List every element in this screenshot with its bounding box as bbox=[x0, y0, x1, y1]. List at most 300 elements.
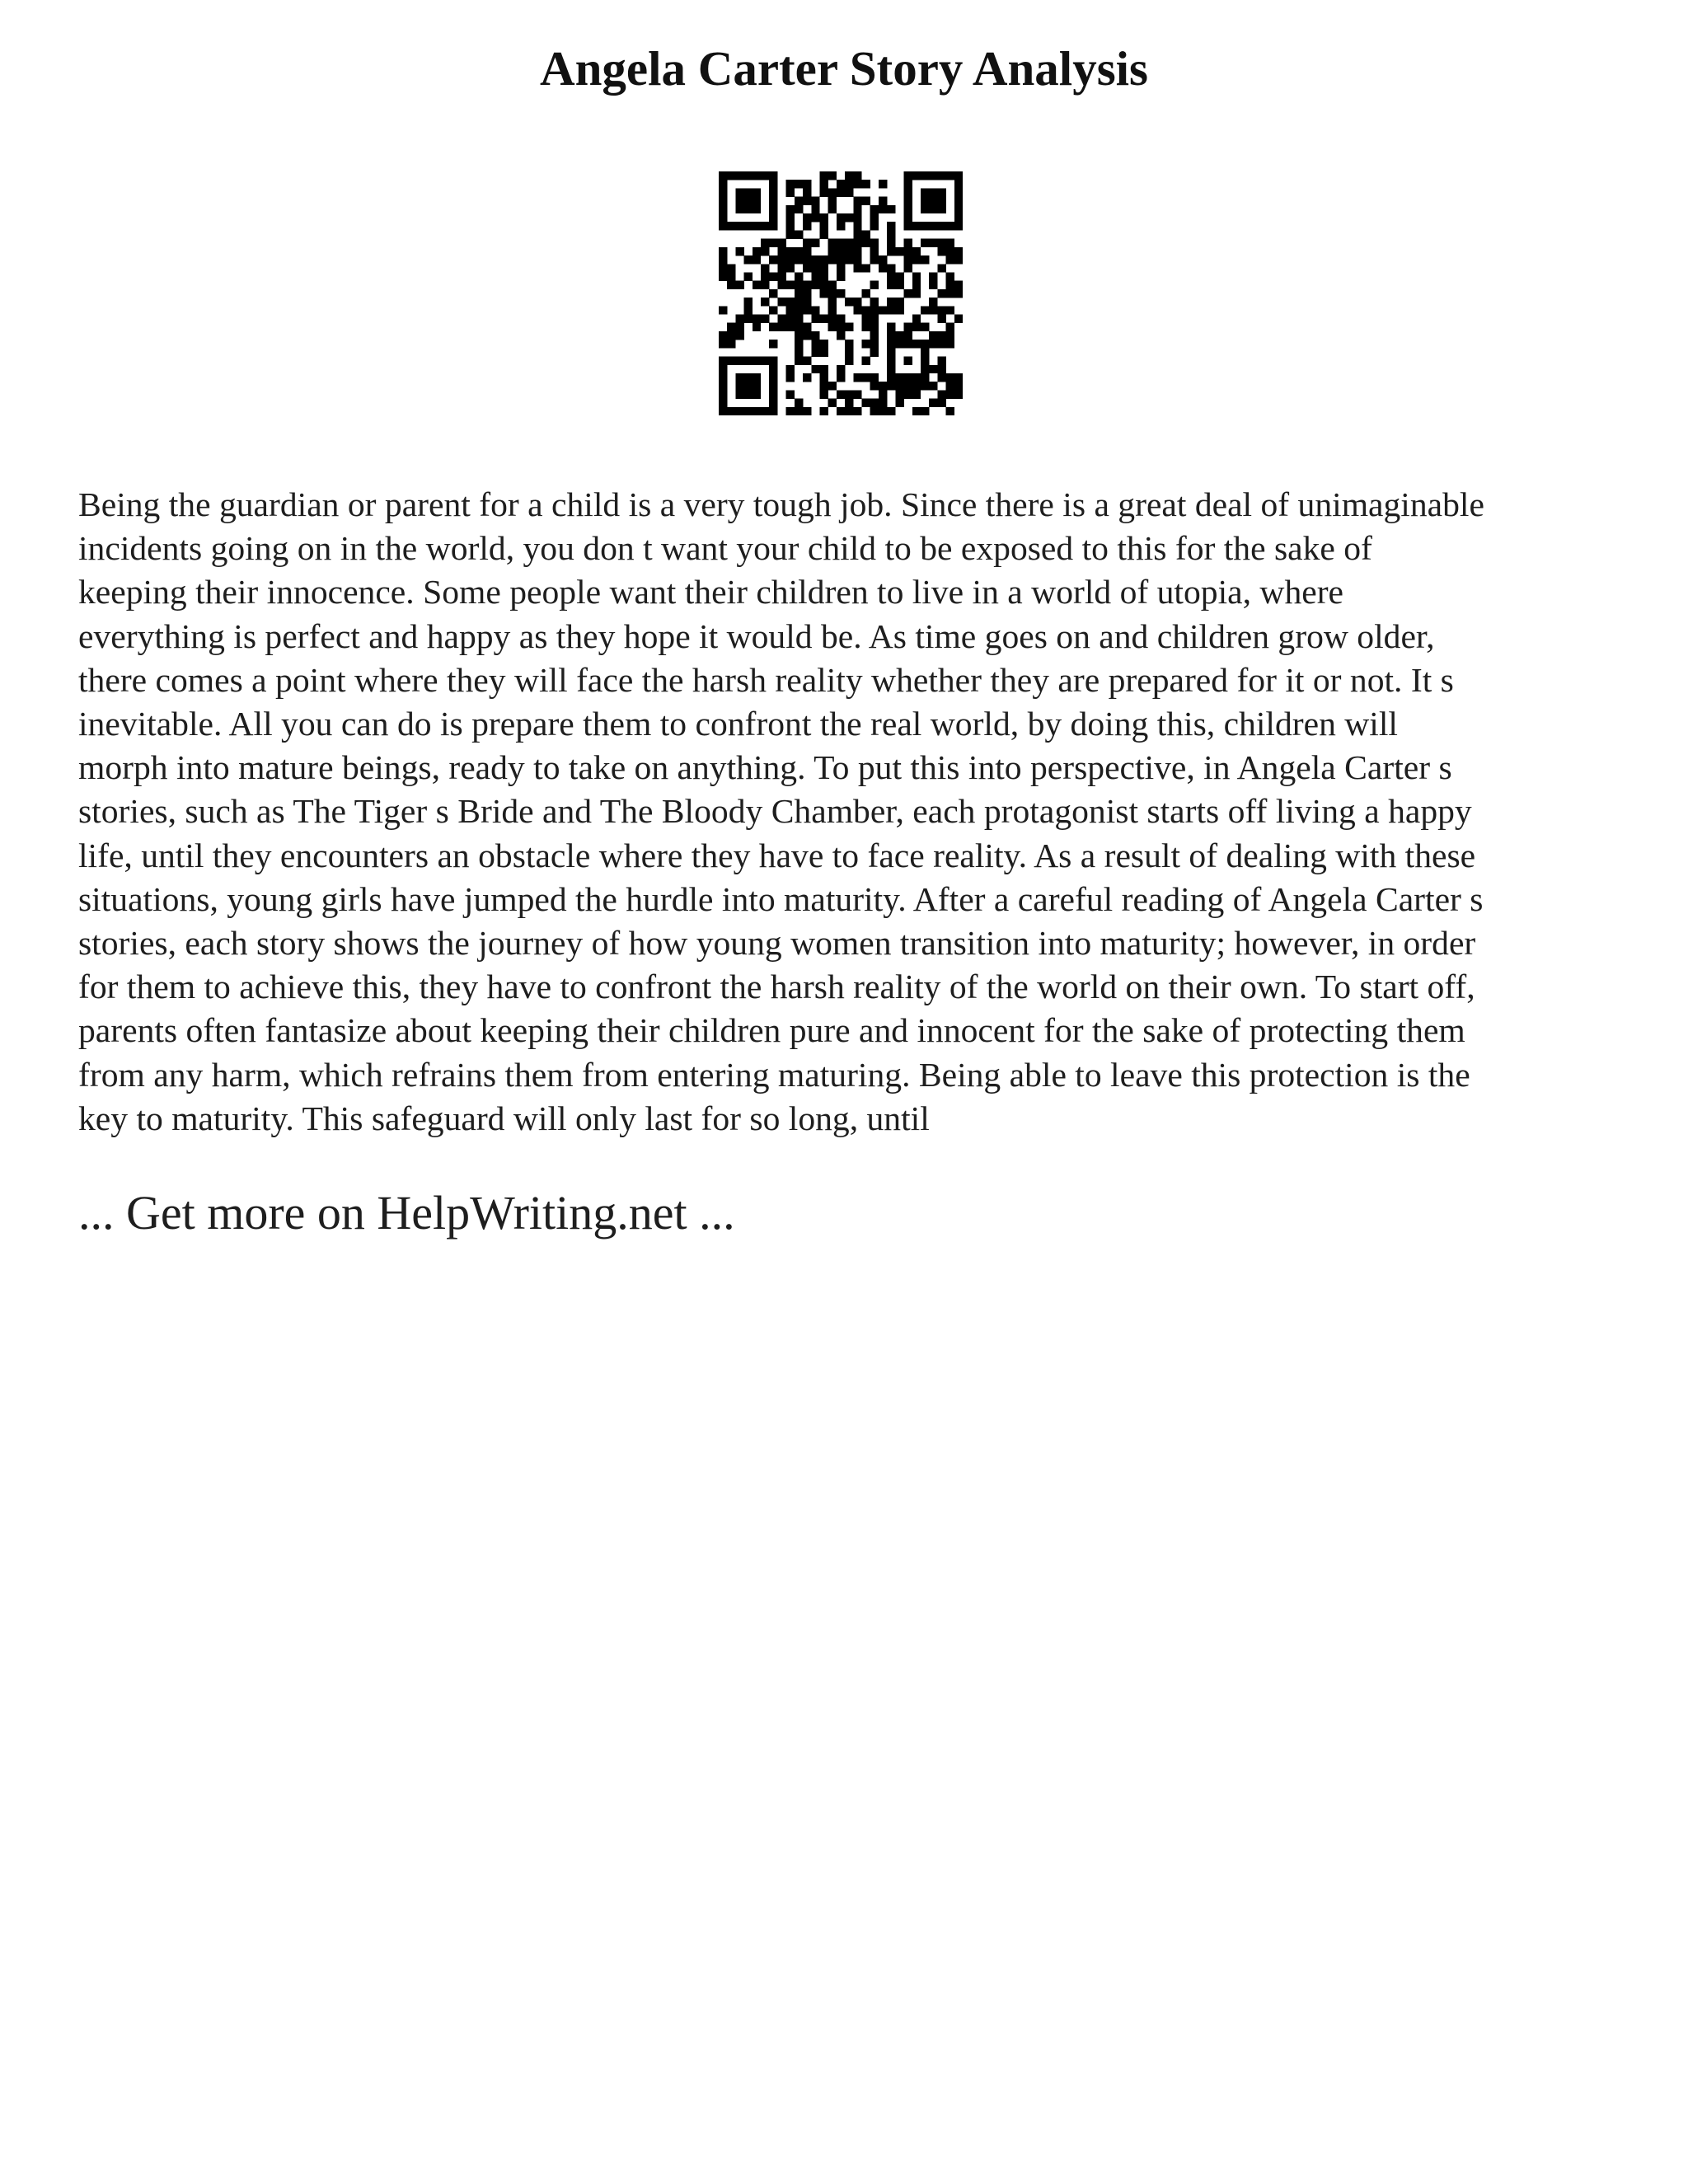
qr-module bbox=[719, 390, 727, 398]
qr-module bbox=[845, 348, 853, 356]
qr-module bbox=[921, 205, 929, 213]
qr-module bbox=[828, 197, 837, 205]
body-line: situations, young girls have jumped the hurdle into maturity. After a careful reading of Angela Carter s bbox=[78, 879, 1484, 918]
qr-module bbox=[845, 239, 853, 247]
qr-module bbox=[819, 315, 828, 323]
qr-module bbox=[786, 222, 795, 230]
qr-module bbox=[753, 323, 761, 331]
qr-module bbox=[811, 197, 819, 205]
qr-module bbox=[803, 239, 811, 247]
body-line: keeping their innocence. Some people want their children to live in a world of utopia, where bbox=[78, 573, 1344, 612]
qr-module bbox=[735, 247, 743, 255]
qr-module bbox=[719, 180, 727, 188]
qr-module bbox=[803, 213, 811, 222]
body-line: Being the guardian or parent for a child is a very tough job. Since there is a great deal of unimaginable bbox=[78, 485, 1484, 523]
qr-module bbox=[895, 272, 903, 280]
qr-module bbox=[904, 197, 912, 205]
qr-module bbox=[735, 197, 743, 205]
qr-module bbox=[828, 315, 837, 323]
qr-module bbox=[761, 222, 769, 230]
qr-module bbox=[862, 306, 870, 314]
qr-module bbox=[929, 365, 937, 373]
qr-module bbox=[777, 247, 785, 255]
qr-module bbox=[929, 205, 937, 213]
qr-module bbox=[828, 171, 837, 180]
qr-module bbox=[811, 331, 819, 340]
qr-module bbox=[912, 272, 921, 280]
qr-module bbox=[727, 281, 735, 289]
qr-module bbox=[837, 365, 845, 373]
qr-module bbox=[777, 239, 785, 247]
qr-module bbox=[803, 298, 811, 306]
qr-module bbox=[937, 197, 945, 205]
qr-module bbox=[946, 390, 954, 398]
qr-module bbox=[777, 264, 785, 272]
qr-module bbox=[727, 323, 735, 331]
qr-module bbox=[753, 247, 761, 255]
qr-module bbox=[744, 407, 753, 415]
qr-module bbox=[921, 239, 929, 247]
qr-module bbox=[870, 306, 879, 314]
qr-module bbox=[769, 407, 777, 415]
qr-module bbox=[946, 323, 954, 331]
qr-module bbox=[853, 373, 861, 382]
qr-module bbox=[954, 205, 963, 213]
qr-module bbox=[946, 306, 954, 314]
qr-module bbox=[837, 188, 845, 196]
qr-module bbox=[828, 281, 837, 289]
qr-module bbox=[819, 289, 828, 298]
qr-module bbox=[803, 373, 811, 382]
qr-module bbox=[769, 306, 777, 314]
qr-module bbox=[853, 213, 861, 222]
qr-module bbox=[879, 407, 887, 415]
qr-module bbox=[845, 171, 853, 180]
qr-module bbox=[921, 382, 929, 390]
qr-module bbox=[904, 171, 912, 180]
qr-module bbox=[937, 247, 945, 255]
qr-module bbox=[946, 272, 954, 280]
qr-module bbox=[761, 357, 769, 365]
qr-module bbox=[753, 390, 761, 398]
qr-module bbox=[803, 306, 811, 314]
body-line: stories, each story shows the journey of how young women transition into maturity; however, in order bbox=[78, 924, 1476, 963]
qr-module bbox=[929, 281, 937, 289]
qr-module bbox=[753, 197, 761, 205]
qr-module bbox=[837, 272, 845, 280]
body-line: key to maturity. This safeguard will only last for so long, until bbox=[78, 1099, 930, 1137]
qr-module bbox=[895, 373, 903, 382]
qr-module bbox=[795, 289, 803, 298]
qr-module bbox=[786, 255, 795, 264]
qr-module bbox=[753, 382, 761, 390]
qr-module bbox=[921, 365, 929, 373]
qr-module bbox=[921, 407, 929, 415]
qr-module bbox=[853, 247, 861, 255]
qr-module bbox=[811, 365, 819, 373]
qr-code-icon bbox=[719, 171, 963, 415]
qr-module bbox=[954, 281, 963, 289]
qr-module bbox=[837, 239, 845, 247]
qr-module bbox=[795, 323, 803, 331]
qr-module bbox=[837, 180, 845, 188]
qr-module bbox=[795, 357, 803, 365]
qr-module bbox=[937, 239, 945, 247]
qr-module bbox=[895, 298, 903, 306]
qr-module bbox=[769, 357, 777, 365]
qr-module bbox=[946, 171, 954, 180]
qr-module bbox=[912, 171, 921, 180]
qr-module bbox=[811, 306, 819, 314]
qr-module bbox=[735, 222, 743, 230]
qr-module bbox=[879, 180, 887, 188]
qr-module bbox=[795, 272, 803, 280]
qr-module bbox=[937, 188, 945, 196]
qr-module bbox=[853, 197, 861, 205]
qr-module bbox=[727, 357, 735, 365]
qr-module bbox=[837, 390, 845, 398]
qr-module bbox=[719, 213, 727, 222]
qr-module bbox=[845, 213, 853, 222]
qr-module bbox=[887, 230, 895, 238]
qr-module bbox=[887, 239, 895, 247]
qr-module bbox=[777, 281, 785, 289]
qr-module bbox=[904, 264, 912, 272]
qr-module bbox=[954, 222, 963, 230]
qr-module bbox=[753, 407, 761, 415]
qr-module bbox=[727, 222, 735, 230]
qr-module bbox=[786, 281, 795, 289]
qr-module bbox=[954, 373, 963, 382]
qr-module bbox=[837, 213, 845, 222]
qr-module bbox=[946, 239, 954, 247]
qr-module bbox=[719, 188, 727, 196]
qr-module bbox=[870, 348, 879, 356]
qr-module bbox=[727, 272, 735, 280]
qr-module bbox=[946, 255, 954, 264]
qr-module bbox=[845, 357, 853, 365]
qr-module bbox=[887, 306, 895, 314]
qr-module bbox=[879, 390, 887, 398]
qr-module bbox=[753, 171, 761, 180]
qr-module bbox=[904, 213, 912, 222]
qr-module bbox=[870, 222, 879, 230]
qr-module bbox=[819, 222, 828, 230]
qr-module bbox=[753, 222, 761, 230]
qr-module bbox=[828, 255, 837, 264]
qr-module bbox=[929, 239, 937, 247]
qr-module bbox=[837, 289, 845, 298]
qr-module bbox=[946, 382, 954, 390]
qr-module bbox=[786, 315, 795, 323]
qr-module bbox=[946, 247, 954, 255]
get-more-link[interactable]: ... Get more on HelpWriting.net ... bbox=[78, 1186, 735, 1240]
qr-module bbox=[811, 281, 819, 289]
qr-module bbox=[937, 205, 945, 213]
qr-module bbox=[753, 281, 761, 289]
body-line: there comes a point where they will face the harsh reality whether they are prepared for it or not. It s bbox=[78, 660, 1454, 699]
qr-module bbox=[837, 247, 845, 255]
qr-module bbox=[795, 298, 803, 306]
qr-module bbox=[753, 255, 761, 264]
qr-module bbox=[937, 390, 945, 398]
qr-module bbox=[753, 188, 761, 196]
qr-module bbox=[912, 382, 921, 390]
qr-module bbox=[937, 399, 945, 407]
body-line: life, until they encounters an obstacle where they have to face reality. As a result of dealing with these bbox=[78, 836, 1476, 874]
qr-module bbox=[895, 306, 903, 314]
qr-module bbox=[719, 365, 727, 373]
qr-module bbox=[946, 373, 954, 382]
qr-module bbox=[895, 399, 903, 407]
qr-module bbox=[937, 373, 945, 382]
qr-module bbox=[719, 331, 727, 340]
qr-module bbox=[769, 399, 777, 407]
qr-module bbox=[769, 382, 777, 390]
qr-module bbox=[819, 264, 828, 272]
qr-module bbox=[853, 205, 861, 213]
qr-module bbox=[777, 315, 785, 323]
qr-module bbox=[853, 180, 861, 188]
qr-module bbox=[937, 365, 945, 373]
qr-module bbox=[887, 272, 895, 280]
qr-module bbox=[744, 306, 753, 314]
qr-module bbox=[921, 373, 929, 382]
qr-module bbox=[769, 365, 777, 373]
qr-module bbox=[819, 180, 828, 188]
qr-module bbox=[904, 255, 912, 264]
qr-module bbox=[929, 298, 937, 306]
qr-module bbox=[904, 331, 912, 340]
qr-module bbox=[786, 365, 795, 373]
qr-module bbox=[811, 239, 819, 247]
qr-module bbox=[769, 272, 777, 280]
qr-module bbox=[929, 197, 937, 205]
qr-module bbox=[837, 373, 845, 382]
qr-module bbox=[887, 331, 895, 340]
qr-module bbox=[795, 315, 803, 323]
qr-module bbox=[921, 197, 929, 205]
qr-module bbox=[862, 239, 870, 247]
qr-module bbox=[744, 222, 753, 230]
qr-module bbox=[895, 390, 903, 398]
qr-module bbox=[887, 222, 895, 230]
qr-module bbox=[845, 407, 853, 415]
qr-module bbox=[946, 331, 954, 340]
qr-module bbox=[786, 213, 795, 222]
qr-module bbox=[912, 222, 921, 230]
qr-module bbox=[769, 373, 777, 382]
qr-module bbox=[753, 205, 761, 213]
qr-module bbox=[954, 180, 963, 188]
qr-module bbox=[744, 205, 753, 213]
qr-module bbox=[795, 180, 803, 188]
qr-module bbox=[954, 315, 963, 323]
qr-module bbox=[954, 171, 963, 180]
qr-module bbox=[811, 205, 819, 213]
qr-module bbox=[735, 407, 743, 415]
qr-module bbox=[803, 357, 811, 365]
qr-module bbox=[879, 205, 887, 213]
qr-module bbox=[862, 340, 870, 348]
qr-module bbox=[744, 357, 753, 365]
qr-module bbox=[912, 390, 921, 398]
qr-module bbox=[769, 239, 777, 247]
qr-module bbox=[811, 340, 819, 348]
qr-module bbox=[887, 247, 895, 255]
qr-module bbox=[819, 171, 828, 180]
qr-module bbox=[904, 188, 912, 196]
body-line: parents often fantasize about keeping their children pure and innocent for the sake of protecting them bbox=[78, 1011, 1465, 1050]
qr-module bbox=[912, 373, 921, 382]
qr-module bbox=[803, 323, 811, 331]
qr-module bbox=[862, 399, 870, 407]
qr-module bbox=[735, 315, 743, 323]
qr-module bbox=[819, 348, 828, 356]
qr-module bbox=[904, 205, 912, 213]
qr-module bbox=[912, 255, 921, 264]
qr-module bbox=[853, 239, 861, 247]
qr-module bbox=[929, 306, 937, 314]
qr-module bbox=[769, 222, 777, 230]
qr-module bbox=[870, 239, 879, 247]
body-line: for them to achieve this, they have to confront the harsh reality of the world on their own. To start off, bbox=[78, 968, 1475, 1006]
qr-module bbox=[870, 281, 879, 289]
qr-module bbox=[811, 348, 819, 356]
qr-module bbox=[761, 264, 769, 272]
qr-module bbox=[853, 171, 861, 180]
qr-module bbox=[853, 306, 861, 314]
qr-module bbox=[744, 390, 753, 398]
qr-module bbox=[853, 407, 861, 415]
qr-module bbox=[795, 247, 803, 255]
qr-module bbox=[862, 180, 870, 188]
qr-module bbox=[795, 331, 803, 340]
qr-module bbox=[719, 247, 727, 255]
qr-module bbox=[727, 340, 735, 348]
qr-module bbox=[744, 315, 753, 323]
qr-module bbox=[837, 323, 845, 331]
qr-module bbox=[904, 180, 912, 188]
qr-module bbox=[786, 407, 795, 415]
qr-module bbox=[870, 315, 879, 323]
qr-module bbox=[727, 331, 735, 340]
qr-module bbox=[921, 348, 929, 356]
qr-module bbox=[786, 230, 795, 238]
qr-module bbox=[735, 382, 743, 390]
qr-module bbox=[912, 340, 921, 348]
qr-module bbox=[795, 281, 803, 289]
qr-module bbox=[845, 247, 853, 255]
qr-module bbox=[862, 373, 870, 382]
qr-module bbox=[929, 272, 937, 280]
qr-module bbox=[803, 188, 811, 196]
qr-module bbox=[769, 213, 777, 222]
qr-module bbox=[719, 171, 727, 180]
qr-module bbox=[753, 373, 761, 382]
qr-module bbox=[719, 382, 727, 390]
qr-module bbox=[786, 205, 795, 213]
qr-module bbox=[853, 222, 861, 230]
qr-module bbox=[735, 205, 743, 213]
qr-module bbox=[803, 281, 811, 289]
qr-module bbox=[862, 323, 870, 331]
qr-module bbox=[937, 289, 945, 298]
body-line: from any harm, which refrains them from entering maturing. Being able to leave this protection is the bbox=[78, 1055, 1470, 1094]
qr-module bbox=[811, 255, 819, 264]
qr-module bbox=[819, 255, 828, 264]
qr-module bbox=[735, 357, 743, 365]
qr-module bbox=[862, 315, 870, 323]
qr-module bbox=[795, 340, 803, 348]
qr-module bbox=[954, 255, 963, 264]
body-line: morph into mature beings, ready to take on anything. To put this into perspective, in Angela Carter s bbox=[78, 748, 1452, 787]
qr-module bbox=[929, 340, 937, 348]
qr-module bbox=[761, 247, 769, 255]
qr-module bbox=[795, 399, 803, 407]
qr-module bbox=[795, 197, 803, 205]
qr-module bbox=[786, 306, 795, 314]
qr-module bbox=[719, 373, 727, 382]
qr-module bbox=[719, 272, 727, 280]
qr-module bbox=[719, 222, 727, 230]
qr-module bbox=[904, 390, 912, 398]
qr-module bbox=[735, 281, 743, 289]
qr-module bbox=[887, 407, 895, 415]
qr-module bbox=[769, 390, 777, 398]
qr-module bbox=[937, 357, 945, 365]
qr-module bbox=[887, 340, 895, 348]
qr-module bbox=[870, 399, 879, 407]
qr-module bbox=[819, 281, 828, 289]
qr-module bbox=[862, 289, 870, 298]
qr-module bbox=[735, 323, 743, 331]
qr-module bbox=[753, 357, 761, 365]
qr-module bbox=[786, 180, 795, 188]
body-line: incidents going on in the world, you don t want your child to be exposed to this for the sake of bbox=[78, 529, 1372, 568]
qr-module bbox=[769, 255, 777, 264]
qr-module bbox=[879, 197, 887, 205]
qr-module bbox=[828, 188, 837, 196]
qr-module bbox=[819, 230, 828, 238]
qr-module bbox=[921, 188, 929, 196]
qr-module bbox=[744, 272, 753, 280]
qr-module bbox=[895, 247, 903, 255]
qr-module bbox=[753, 315, 761, 323]
qr-module bbox=[769, 188, 777, 196]
qr-module bbox=[819, 390, 828, 398]
qr-module bbox=[828, 323, 837, 331]
qr-module bbox=[853, 390, 861, 398]
qr-module bbox=[937, 222, 945, 230]
qr-module bbox=[912, 289, 921, 298]
qr-module bbox=[795, 306, 803, 314]
qr-module bbox=[719, 407, 727, 415]
qr-module bbox=[954, 247, 963, 255]
qr-module bbox=[904, 289, 912, 298]
qr-module bbox=[795, 407, 803, 415]
qr-module bbox=[803, 180, 811, 188]
qr-module bbox=[819, 340, 828, 348]
qr-module bbox=[837, 315, 845, 323]
qr-module bbox=[803, 264, 811, 272]
qr-module bbox=[895, 382, 903, 390]
qr-module bbox=[853, 255, 861, 264]
qr-module bbox=[921, 323, 929, 331]
qr-module bbox=[761, 272, 769, 280]
qr-module bbox=[845, 188, 853, 196]
qr-module bbox=[803, 407, 811, 415]
